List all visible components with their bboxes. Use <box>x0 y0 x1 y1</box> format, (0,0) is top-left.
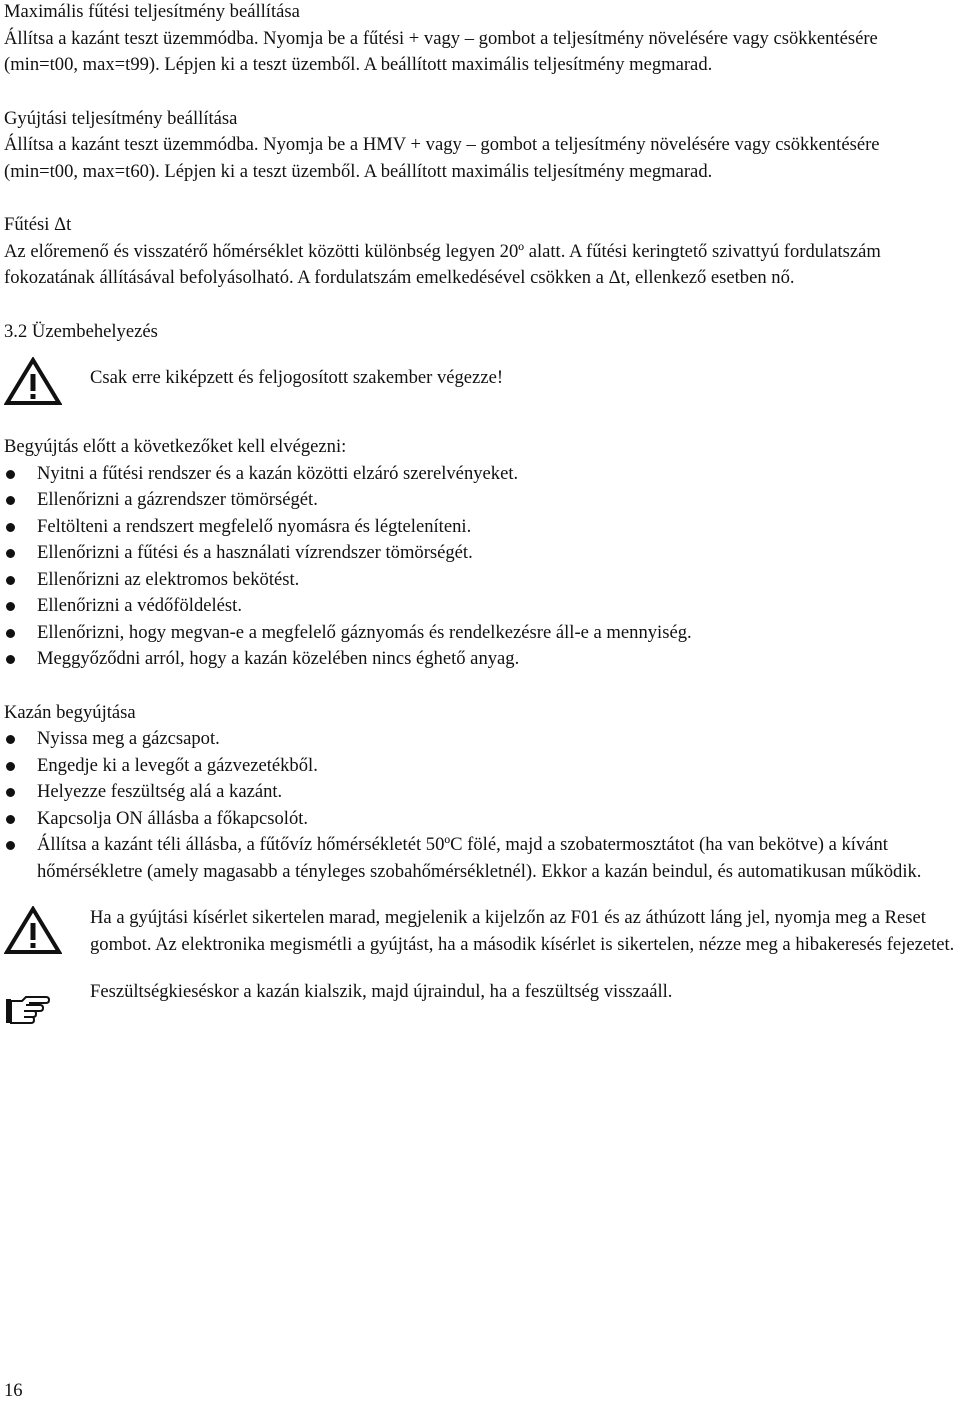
list-item: Helyezze feszültség alá a kazánt. <box>4 779 956 806</box>
before-start-list <box>4 461 956 673</box>
list-item: Ellenőrizni a fűtési és a használati vízrendszer tömörségét. <box>4 540 956 567</box>
bullet-icon <box>6 735 15 744</box>
bullet-icon <box>6 470 15 479</box>
bullet-icon <box>6 629 15 638</box>
list-item: Ellenőrizni a gázrendszer tömörségét. <box>4 487 956 514</box>
before-start-intro: Begyújtás előtt a következőket kell elvégezni: <box>4 436 347 457</box>
delta-t-title: Fűtési Δt <box>4 214 72 235</box>
lighting-title: Kazán begyújtása <box>4 701 136 723</box>
ignition-failure-warning <box>4 905 956 965</box>
pointing-hand-icon <box>4 979 50 1040</box>
bullet-icon <box>6 549 15 558</box>
max-heat-title: Maximális fűtési teljesítmény beállítása <box>4 1 300 22</box>
list-item: Állítsa a kazánt téli állásba, a fűtővíz hőmérsékletét 50ºC fölé, majd a szobatermosztátot (ha van bekötve) a kívánt hőmérsékletre (amely magasabb a tényleges szobahőmérsékletnél). Ekkor a kazán beindul, és automatikusan működik. <box>4 832 956 885</box>
max-heat-text: Állítsa a kazánt teszt üzemmódba. Nyomja be a fűtési + vagy – gombot a teljesítmény növelésére vagy csökkentésére (min=t00, max=t99). Lépjen ki a teszt üzemből. A beállított maximális teljesítmény megmarad. <box>4 27 878 75</box>
bullet-icon <box>6 523 15 532</box>
document-page <box>4 0 956 1039</box>
delta-t-text: Az előremenő és visszatérő hőmérséklet közötti különbség legyen 20º alatt. A fűtési keringtető szivattyú fordulatszám fokozatának állításával befolyásolható. A fordulatszám emelkedésével csökken a Δt, ellenkező esetben nő. <box>4 240 881 288</box>
ignition-failure-text: Ha a gyújtási kísérlet sikertelen marad, megjelenik a kijelzőn az F01 és az áthúzott láng jel, nyomja meg a Reset gombot. Az elektronika megismétli a gyújtást, ha a második kísérlet is sikertelen, nézze meg a hibakeresés fejezetet. <box>90 907 955 955</box>
bullet-icon <box>6 496 15 505</box>
bullet-icon <box>6 576 15 585</box>
bullet-icon <box>6 841 15 850</box>
list-item: Ellenőrizni az elektromos bekötést. <box>4 567 956 594</box>
warning-triangle-icon <box>4 905 62 965</box>
bullet-icon <box>6 815 15 824</box>
commissioning-warning <box>4 357 956 415</box>
ignition-title: Gyújtási teljesítmény beállítása <box>4 107 238 129</box>
bullet-icon <box>6 602 15 611</box>
commissioning-heading: 3.2 Üzembehelyezés <box>4 320 158 342</box>
list-item: Meggyőződni arról, hogy a kazán közelében nincs éghető anyag. <box>4 646 956 673</box>
warning-triangle-icon <box>4 357 62 416</box>
bullet-icon <box>6 788 15 797</box>
list-item: Ellenőrizni, hogy megvan-e a megfelelő gáznyomás és rendelkezésre áll-e a mennyiség. <box>4 620 956 647</box>
power-loss-hint <box>4 979 956 1039</box>
list-item: Ellenőrizni a védőföldelést. <box>4 593 956 620</box>
list-item: Kapcsolja ON állásba a főkapcsolót. <box>4 806 956 833</box>
lighting-list <box>4 726 956 885</box>
list-item: Engedje ki a levegőt a gázvezetékből. <box>4 753 956 780</box>
power-loss-text: Feszültségkieséskor a kazán kialszik, majd újraindul, ha a feszültség visszaáll. <box>90 981 673 1002</box>
commissioning-warning-text: Csak erre kiképzett és feljogosított szakember végezze! <box>90 367 504 388</box>
page-number: 16 <box>4 1380 23 1401</box>
list-item: Feltölteni a rendszert megfelelő nyomásra és légteleníteni. <box>4 514 956 541</box>
list-item: Nyitni a fűtési rendszer és a kazán közötti elzáró szerelvényeket. <box>4 461 956 488</box>
bullet-icon <box>6 762 15 771</box>
ignition-text: Állítsa a kazánt teszt üzemmódba. Nyomja be a HMV + vagy – gombot a teljesítmény növelésére vagy csökkentésére (min=t00, max=t60). Lépjen ki a teszt üzemből. A beállított maximális teljesítmény megmarad. <box>4 134 880 182</box>
bullet-icon <box>6 655 15 664</box>
list-item: Nyissa meg a gázcsapot. <box>4 726 956 753</box>
